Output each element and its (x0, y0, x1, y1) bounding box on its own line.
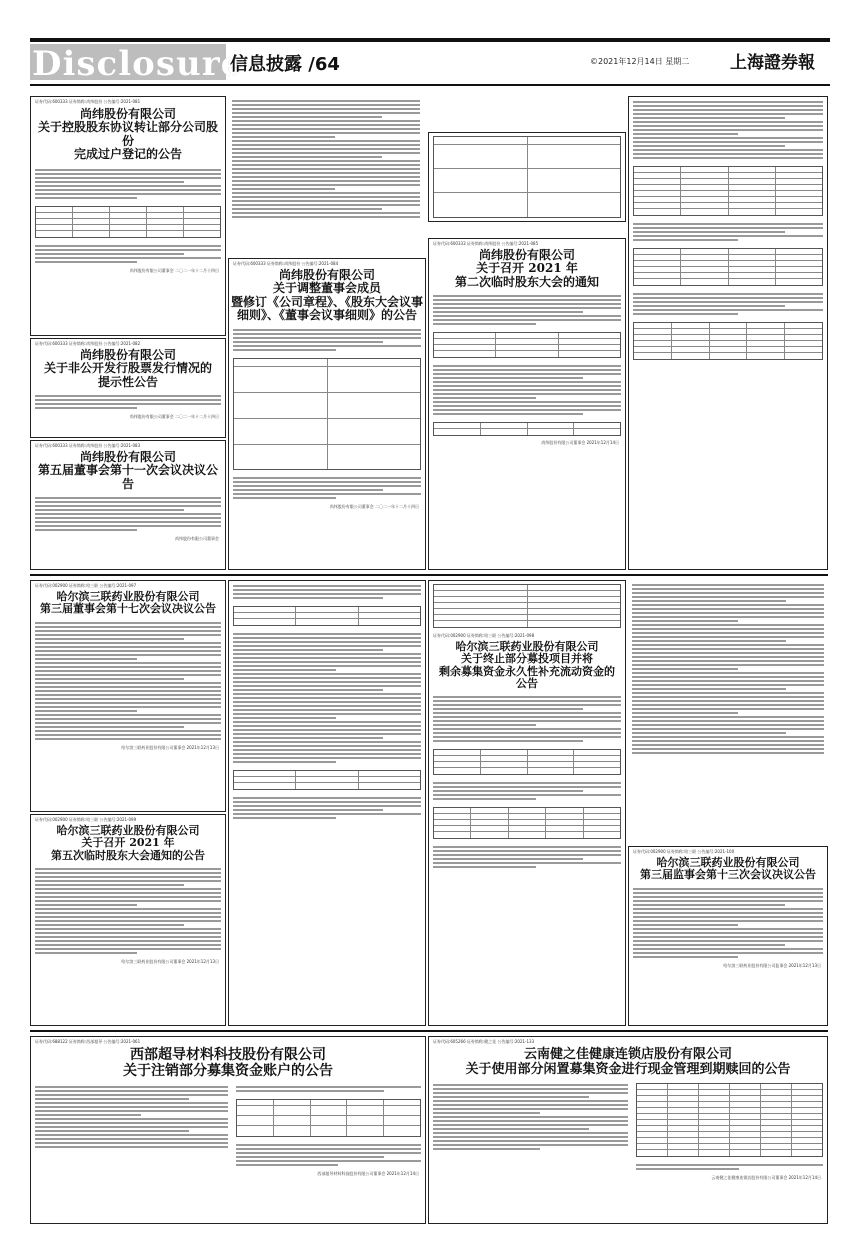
notice-title (429, 1045, 827, 1080)
notice-title-line: 关于非公开发行股票发行情况的 (43, 361, 212, 376)
notice-signature: 云南健之佳健康连锁店股份有限公司董事会 2021年12月14日 (711, 1175, 821, 1181)
notice-hsl-board (30, 580, 226, 812)
notice-title-line: 第五届董事会第十一次会议决议公告 (37, 463, 218, 491)
notice-title-line: 完成过户登记的公告 (73, 147, 182, 162)
notice-articles-amendment (228, 258, 426, 570)
amendment-comparison-table (233, 358, 421, 470)
notice-title-line: 暨修订《公司章程》、《股东大会议事 (231, 294, 424, 309)
notice-title-line: 关于使用部分闲置募集资金进行现金管理到期赎回的公告 (465, 1061, 791, 1077)
notice-signature: 尚纬股份有限公司董事会 二〇二一年十二月十四日 (129, 267, 219, 273)
project-investment-table (433, 807, 621, 839)
proxy-resolution-table (633, 166, 823, 216)
notice-code-line: 证券代码:002900 证券简称:哈三联 公告编号:2021-100 (633, 849, 735, 854)
section-divider (30, 574, 828, 576)
notice-title-line: 关于召开 2021 年 (81, 836, 175, 850)
notice-title-line: 关于注销部分募集资金账户的公告 (123, 1062, 333, 1079)
vote-example-table (633, 322, 823, 360)
notice-title-line: 关于召开 2021 年 (476, 261, 578, 276)
notice-signature: 尚纬股份有限公司董事会 二〇二一年十二月十四日 (329, 503, 419, 509)
masthead (30, 38, 830, 86)
notice-code-line: 证券代码:600333 证券简称:尚纬股份 公告编号:2021-081 (35, 99, 141, 104)
notice-title-line: 尚纬股份有限公司 (79, 107, 176, 121)
notice-hsl-terminate-project (428, 580, 626, 1026)
shareholding-table (35, 206, 221, 238)
notice-signature: 西部超导材料科技股份有限公司董事会 2021年12月14日 (317, 1171, 419, 1177)
wealth-management-table (636, 1083, 823, 1157)
notice-signature: 尚纬股份有限公司董事会 二〇二一年十二月十四日 (129, 414, 219, 420)
notice-title-line: 第二次临时股东大会的通知 (454, 274, 599, 289)
notice-code-line: 证券代码:605266 证券简称:健之佳 公告编号:2021-133 (433, 1039, 535, 1044)
notice-title-line: 提示性公告 (97, 374, 158, 389)
bank-account-table (236, 1099, 421, 1137)
notice-title (229, 267, 425, 325)
notice-title-line: 西部超导材料科技股份有限公司 (130, 1047, 326, 1063)
notice-code-line: 证券代码:002900 证券简称:哈三联 公告编号:2021-099 (35, 817, 137, 822)
notice-title-line: 哈尔滨三联药业股份有限公司 (455, 640, 599, 653)
notice-signature: 尚纬股份有限公司董事会 (175, 536, 219, 542)
notice-title-line: 第五次临时股东大会通知的公告 (51, 848, 205, 862)
notice-proxy-form (628, 96, 828, 570)
notice-title-line: 关于终止部分募投项目并将 (461, 652, 593, 666)
notice-western-superconducting (30, 1036, 426, 1224)
notice-title (629, 855, 827, 884)
notice-title-line: 哈尔滨三联药业股份有限公司 (56, 590, 200, 603)
notice-hsl-egm-details (228, 580, 426, 1026)
agenda-table (433, 332, 621, 358)
notice-signature: 哈尔滨三联药业股份有限公司董事会 2021年12月13日 (121, 744, 219, 750)
notice-title (31, 347, 225, 391)
notice-signature: 哈尔滨三联药业股份有限公司监事会 2021年12月13日 (723, 962, 821, 968)
online-voting-table (233, 770, 421, 790)
notice-title-line: 尚纬股份有限公司 (79, 348, 176, 362)
notice-board-resolution (30, 440, 226, 570)
notice-title-line: 关于控股股东协议转让部分公司股份 (37, 120, 218, 148)
notice-title (31, 823, 225, 864)
amendment-table-continued (433, 136, 621, 218)
paper-name: 上海證券報 (730, 53, 815, 73)
notice-title-line: 尚纬股份有限公司 (79, 450, 176, 464)
notice-title (31, 105, 225, 165)
notice-title (429, 639, 625, 692)
fund-usage-table (433, 749, 621, 775)
notice-title (31, 449, 225, 493)
notice-title-line: 细则》、《董事会议事细则》的公告 (236, 308, 417, 323)
notice-title-line: 云南健之佳健康连锁店股份有限公司 (523, 1047, 732, 1062)
notice-title-line: 剩余募集资金永久性补充流动资金的 (439, 664, 615, 678)
notice-body (31, 165, 225, 203)
section-divider (30, 1030, 828, 1032)
notice-private-placement (30, 338, 226, 438)
notice-egm (428, 238, 626, 570)
notice-amendment-table-continued (428, 132, 626, 222)
notice-title-line: 尚纬股份有限公司 (278, 268, 375, 282)
notice-title-line: 公告 (516, 676, 538, 690)
notice-code-line: 证券代码:600333 证券简称:尚纬股份 公告编号:2021-083 (35, 443, 141, 448)
notice-title-line: 第三届董事会第十七次会议决议公告 (40, 602, 216, 616)
notice-title-line: 哈尔滨三联药业股份有限公司 (656, 856, 800, 869)
notice-title-line: 哈尔滨三联药业股份有限公司 (56, 824, 200, 837)
authorization-table (433, 584, 621, 628)
masthead-bottom-rule (30, 84, 830, 86)
notice-title-line: 尚纬股份有限公司 (478, 248, 575, 262)
registration-table (433, 422, 621, 436)
notice-title-line: 第三届监事会第十三次会议决议公告 (640, 868, 816, 882)
notice-share-transfer (30, 96, 226, 336)
issue-date: ©2021年12月14日 星期二 (590, 57, 690, 66)
notice-code-line: 证券代码:002900 证券简称:哈三联 公告编号:2021-097 (35, 583, 137, 588)
proposal-table (233, 606, 421, 626)
notice-hsl-egm (30, 814, 226, 1026)
notice-code-line: 证券代码:688122 证券简称:西部超导 公告编号:2021-061 (35, 1039, 141, 1044)
notice-signature: 哈尔滨三联药业股份有限公司董事会 2021年12月13日 (121, 958, 219, 964)
cumulative-voting-table (633, 248, 823, 286)
notice-code-line: 证券代码:600333 证券简称:尚纬股份 公告编号:2021-085 (433, 241, 539, 246)
notice-code-line: 证券代码:002900 证券简称:哈三联 公告编号:2021-098 (433, 633, 535, 638)
section-word: Disclosure (32, 44, 244, 84)
notice-hsl-continued (628, 580, 828, 844)
notice-title (31, 1045, 425, 1082)
notice-code-line: 证券代码:600333 证券简称:尚纬股份 公告编号:2021-084 (233, 261, 339, 266)
notice-signature: 尚纬股份有限公司董事会 2021年12月14日 (541, 440, 619, 446)
masthead-top-rule (30, 38, 830, 42)
notice-hsl-supervisory (628, 846, 828, 1026)
notice-title (31, 589, 225, 618)
notice-code-line: 证券代码:600333 证券简称:尚纬股份 公告编号:2021-082 (35, 341, 141, 346)
notice-title (429, 247, 625, 291)
notice-continued-text (228, 96, 424, 256)
notice-title-line: 关于调整董事会成员 (272, 281, 381, 296)
section-title: 信息披露 /64 (230, 54, 340, 75)
notice-jianzhijia (428, 1036, 828, 1224)
